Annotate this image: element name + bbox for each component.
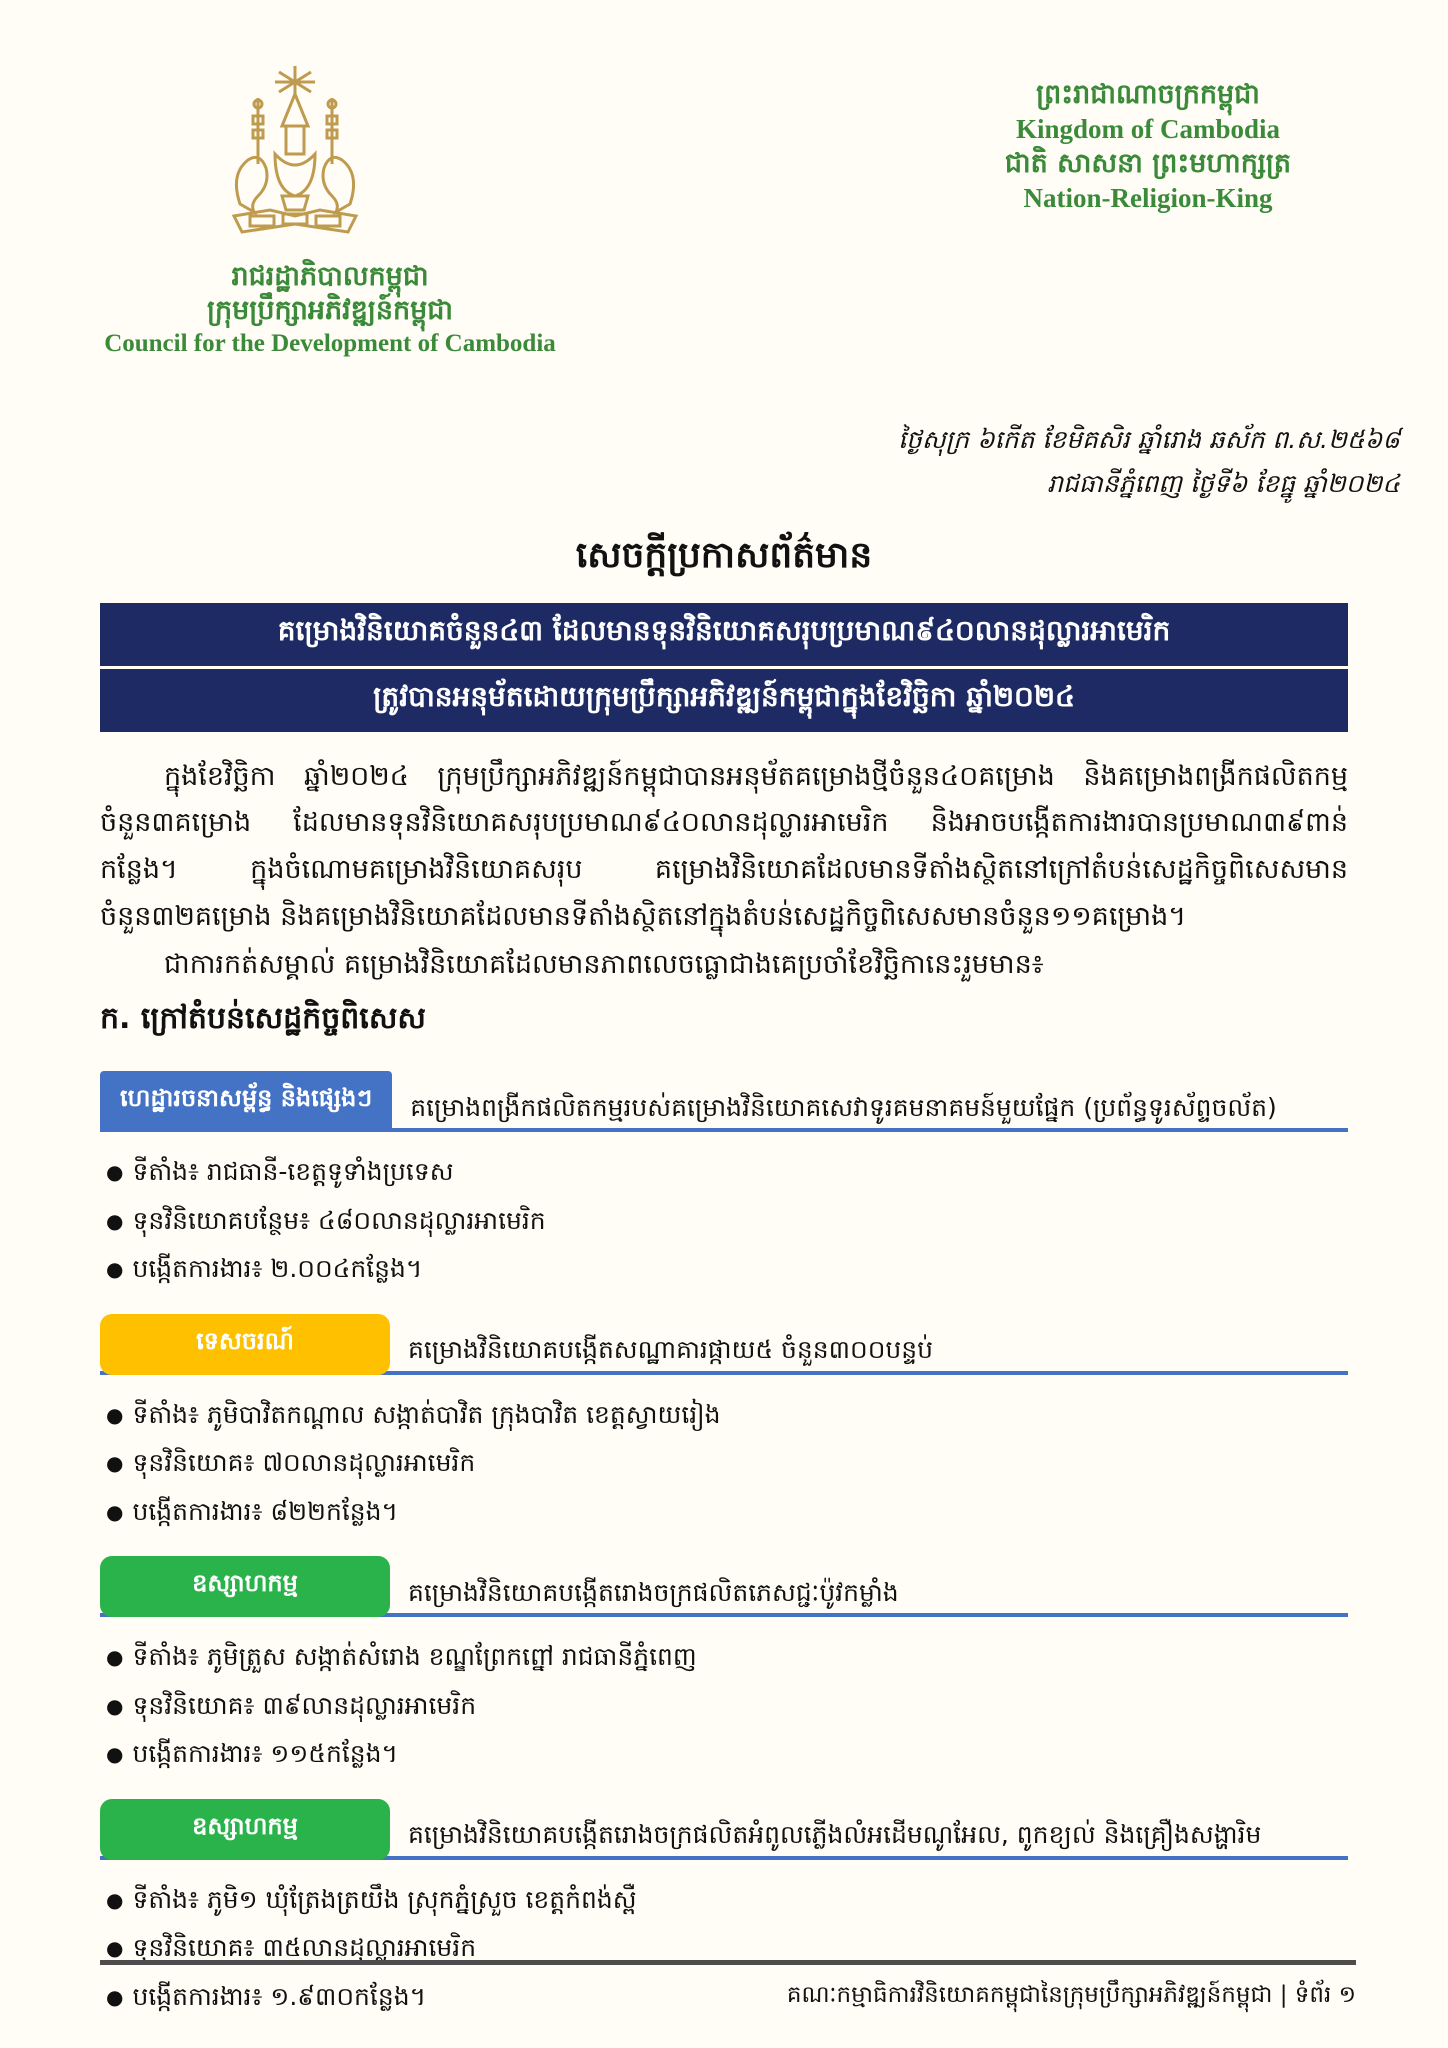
banner-line2: ត្រូវបានអនុម័តដោយក្រុមប្រឹក្សាអភិវឌ្ឍន៍កម្ពុជាក្នុងខែវិច្ឆិកា ឆ្នាំ២០២៤ [100, 669, 1348, 732]
section-heading: ក. ក្រៅតំបន់សេដ្ឋកិច្ចពិសេស [100, 1001, 426, 1037]
detail-text: ទុនវិនិយោគ៖ ៧០លានដុល្លារអាមេរិក [132, 1448, 476, 1478]
sector-badge-tourism: ទេសចរណ៍ [100, 1314, 390, 1375]
detail-jobs [106, 1496, 1348, 1529]
detail-location [106, 1884, 1348, 1917]
bullet-dot-icon: ● [106, 1257, 124, 1282]
page-title: សេចក្តីប្រកាសព័ត៌មាន [575, 534, 873, 576]
banner-line1: គម្រោងវិនិយោគចំនួន៤៣ ដែលមានទុនវិនិយោគសរុបប្រមាណ៩៤០លានដុល្លារអាមេរិក [100, 603, 1348, 666]
detail-text: ទុនវិនិយោគ៖ ៣៥លានដុល្លារអាមេរិក [132, 1933, 477, 1963]
bullet-dot-icon: ● [106, 1208, 124, 1233]
kingdom-english: Kingdom of Cambodia [1015, 113, 1281, 144]
motto-khmer: ជាតិ សាសនា ព្រះមហាក្សត្រ [1004, 147, 1292, 179]
sector-badge-industry: ឧស្សាហកម្ម [100, 1556, 390, 1617]
dateline [0, 418, 1448, 506]
header-left [70, 64, 590, 360]
detail-text: ទីតាំង៖ រាជធានី-ខេត្តទូទាំងប្រទេស [132, 1157, 454, 1187]
detail-location [106, 1156, 1348, 1189]
bullet-dot-icon: ● [106, 1160, 124, 1185]
detail-text: ទីតាំង៖ ភូមិបាវិតកណ្តាល សង្កាត់បាវិត ក្រុងបាវិត ខេត្តស្វាយរៀង [132, 1399, 721, 1429]
body-paragraph-1: ក្នុងខែវិច្ឆិកា ឆ្នាំ២០២៤ ក្រុមប្រឹក្សាអភិវឌ្ឍន៍កម្ពុជាបានអនុម័តគម្រោងថ្មីចំនួន៤០គម្រោង និងគម្រោងពង្រីកផលិតកម្មចំនួន៣គម្រោង ដែលមានទុនវិនិយោគសរុបប្រមាណ៩៤០លានដុល្លារអាមេរិក និងអាចបង្កើតការងារបានប្រមាណ៣៩ពាន់កន្លែង។ ក្នុងចំណោមគម្រោងវិនិយោគសរុប គម្រោងវិនិយោគដែលមានទីតាំងស្ថិតនៅក្រៅតំបន់សេដ្ឋកិច្ចពិសេសមានចំនួន៣២គម្រោង និងគម្រោងវិនិយោគដែលមានទីតាំងស្ថិតនៅក្នុងតំបន់សេដ្ឋកិច្ចពិសេសមានចំនួន១១គម្រោង។ [100, 760, 1348, 932]
header [0, 0, 1448, 360]
project-section-industry-1 [100, 1556, 1348, 1771]
detail-text: បង្កើតការងារ៖ ១១៥កន្លែង។ [132, 1739, 398, 1769]
gov-khmer-line1: រាជរដ្ឋាភិបាលកម្ពុជា [231, 261, 429, 292]
detail-location [106, 1641, 1348, 1674]
sector-badge-industry: ឧស្សាហកម្ម [100, 1799, 390, 1860]
project-title: គម្រោងពង្រីកផលិតកម្មរបស់គម្រោងវិនិយោគសេវាទូរគមនាគមន៍មួយផ្នែក (ប្រព័ន្ធទូរស័ព្ទចល័ត) [410, 1092, 1277, 1122]
section-head [100, 1314, 1348, 1375]
page-footer: គណៈកម្មាធិការវិនិយោគកម្ពុជានៃក្រុមប្រឹក្សាអភិវឌ្ឍន៍កម្ពុជា | ទំព័រ ១ [100, 1960, 1356, 2014]
dateline-lunar: ថ្ងៃសុក្រ ៦កើត ខែមិគសិរ ឆ្នាំរោង ឆស័ក ព.ស.២៥៦៨ [898, 425, 1400, 454]
detail-text: ទុនវិនិយោគបន្ថែម៖ ៤៨០លានដុល្លារអាមេរិក [132, 1205, 546, 1235]
detail-text: បង្កើតការងារ៖ ១.៩៣០កន្លែង។ [132, 1981, 427, 2011]
detail-text: ទុនវិនិយោគ៖ ៣៩លានដុល្លារអាមេរិក [132, 1690, 477, 1720]
dateline-gregorian: រាជធានីភ្នំពេញ ថ្ងៃទី៦ ខែធ្នូ ឆ្នាំ២០២៤ [1047, 468, 1400, 498]
project-title: គម្រោងវិនិយោគបង្កើតសណ្ឋាគារផ្កាយ៥ ចំនួន៣០០បន្ទប់ [408, 1335, 934, 1365]
detail-jobs [106, 1738, 1348, 1771]
body-paragraph-2: ជាការកត់សម្គាល់ គម្រោងវិនិយោគដែលមានភាពលេចធ្លោជាងគេប្រចាំខែវិច្ឆិកានេះរួមមាន៖ [164, 949, 1044, 981]
detail-capital [106, 1205, 1348, 1238]
detail-location [106, 1399, 1348, 1432]
cambodia-royal-arms-icon [220, 64, 370, 254]
section-head [100, 1799, 1348, 1860]
project-title: គម្រោងវិនិយោគបង្កើតរោងចក្រផលិតអំពូលភ្លើងលំអដើមណូអែល, ពូកខ្យល់ និងគ្រឿងសង្ហារិម [408, 1820, 1262, 1850]
bullet-dot-icon: ● [106, 1984, 124, 2009]
section-head [100, 1556, 1348, 1617]
bullet-dot-icon: ● [106, 1693, 124, 1718]
bullet-dot-icon: ● [106, 1645, 124, 1670]
bullet-dot-icon: ● [106, 1402, 124, 1427]
gov-khmer-line2: ក្រុមប្រឹក្សាអភិវឌ្ឍន៍កម្ពុជា [206, 294, 453, 326]
headline-banner [100, 603, 1348, 732]
motto-english: Nation-Religion-King [1023, 182, 1273, 213]
sector-badge-infrastructure: ហេដ្ឋារចនាសម្ព័ន្ធ និងផ្សេងៗ [100, 1071, 392, 1132]
bullet-dot-icon: ● [106, 1936, 124, 1961]
project-details [100, 1132, 1348, 1286]
project-sections [100, 1071, 1348, 2013]
project-section-tourism [100, 1314, 1348, 1529]
project-section-infrastructure [100, 1071, 1348, 1286]
kingdom-khmer: ព្រះរាជាណាចក្រកម្ពុជា [1036, 79, 1260, 110]
section-head [100, 1071, 1348, 1132]
council-english-name: Council for the Development of Cambodia [104, 329, 556, 357]
project-title: គម្រោងវិនិយោគបង្កើតរោងចក្រផលិតភេសជ្ជៈប៉ូវកម្លាំង [408, 1577, 899, 1607]
detail-capital [106, 1447, 1348, 1480]
detail-jobs [106, 1253, 1348, 1286]
bullet-dot-icon: ● [106, 1742, 124, 1767]
detail-capital [106, 1690, 1348, 1723]
bullet-dot-icon: ● [106, 1451, 124, 1476]
project-details [100, 1375, 1348, 1529]
bullet-dot-icon: ● [106, 1887, 124, 1912]
detail-text: ទីតាំង៖ ភូមិ១ ឃុំត្រែងត្រយឹង ស្រុកភ្នំស្រួច ខេត្តកំពង់ស្ពឺ [132, 1884, 637, 1914]
detail-text: ទីតាំង៖ ភូមិត្រួស សង្កាត់សំរោង ខណ្ឌព្រែកព្នៅ រាជធានីភ្នំពេញ [132, 1642, 697, 1672]
header-right [968, 78, 1328, 360]
bullet-dot-icon: ● [106, 1499, 124, 1524]
project-details [100, 1617, 1348, 1771]
detail-text: បង្កើតការងារ៖ ២.០០៤កន្លែង។ [132, 1254, 423, 1284]
detail-text: បង្កើតការងារ៖ ៨២២កន្លែង។ [132, 1496, 398, 1526]
